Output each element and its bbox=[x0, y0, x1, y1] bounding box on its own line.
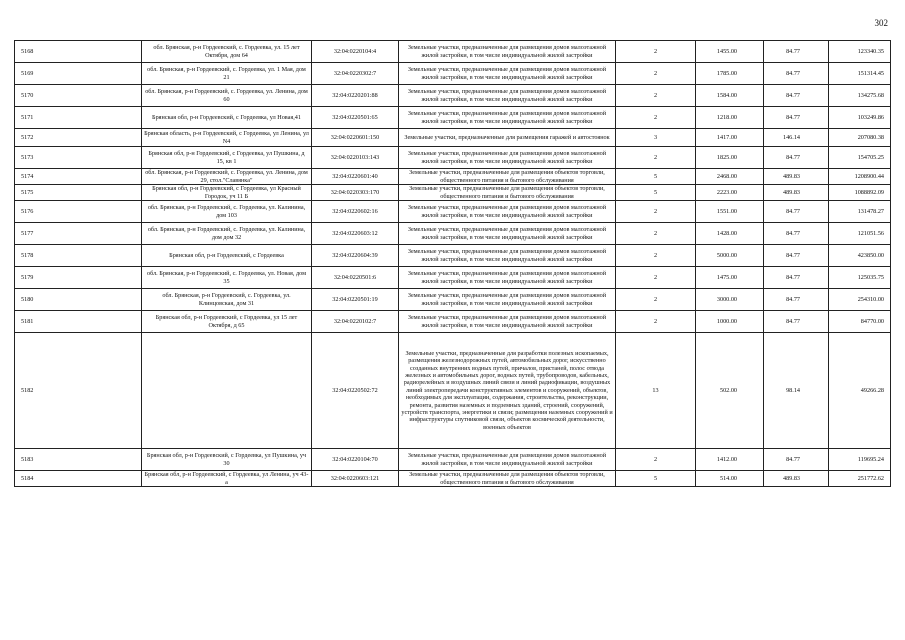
cell-group: 2 bbox=[616, 245, 696, 267]
cell-value: 154705.25 bbox=[829, 147, 891, 169]
cell-address: Брянская область, р-н Гордеевский, с Гордеевка, ул Ленина, ул N4 bbox=[142, 129, 312, 147]
cell-rate: 84.77 bbox=[764, 245, 829, 267]
table-row bbox=[15, 169, 891, 185]
cell-area: 1551.00 bbox=[696, 201, 764, 223]
table-row bbox=[15, 147, 891, 169]
cell-value: 49266.28 bbox=[829, 333, 891, 449]
cell-area: 5000.00 bbox=[696, 245, 764, 267]
cell-id: 5170 bbox=[15, 85, 142, 107]
cell-purpose: Земельные участки, предназначенные для размещения домов малоэтажной жилой застройки, в том числе индивидуальной жилой застройки bbox=[399, 107, 616, 129]
cell-purpose: Земельные участки, предназначенные для размещения домов малоэтажной жилой застройки, в том числе индивидуальной жилой застройки bbox=[399, 449, 616, 471]
cadastral-value-table bbox=[14, 40, 891, 487]
cell-purpose: Земельные участки, предназначенные для размещения домов малоэтажной жилой застройки, в том числе индивидуальной жилой застройки bbox=[399, 267, 616, 289]
cell-group: 2 bbox=[616, 201, 696, 223]
table-row bbox=[15, 85, 891, 107]
cell-area: 1825.00 bbox=[696, 147, 764, 169]
cell-rate: 84.77 bbox=[764, 449, 829, 471]
cell-id: 5176 bbox=[15, 201, 142, 223]
cell-id: 5180 bbox=[15, 289, 142, 311]
cell-cadastral: 32:04:0220302:7 bbox=[312, 63, 399, 85]
cell-address: обл. Брянская, р-н Гордеевский, с. Гордеевка, ул. Клинцовская, дом 31 bbox=[142, 289, 312, 311]
cell-id: 5179 bbox=[15, 267, 142, 289]
cell-area: 1475.00 bbox=[696, 267, 764, 289]
cell-group: 2 bbox=[616, 267, 696, 289]
cell-value: 151314.45 bbox=[829, 63, 891, 85]
table-row bbox=[15, 63, 891, 85]
cell-value: 134275.68 bbox=[829, 85, 891, 107]
cell-address bbox=[142, 333, 312, 449]
cell-rate: 84.77 bbox=[764, 311, 829, 333]
cell-group: 2 bbox=[616, 311, 696, 333]
cell-id: 5178 bbox=[15, 245, 142, 267]
cell-value: 1208900.44 bbox=[829, 169, 891, 185]
cell-rate: 84.77 bbox=[764, 147, 829, 169]
cell-rate: 146.14 bbox=[764, 129, 829, 147]
cell-cadastral: 32:04:0220104:70 bbox=[312, 449, 399, 471]
cell-cadastral: 32:04:0220303:170 bbox=[312, 185, 399, 201]
cell-area: 1584.00 bbox=[696, 85, 764, 107]
cell-cadastral: 32:04:0220601:40 bbox=[312, 169, 399, 185]
cell-address: Брянская обл, р-н Гордеевский, с Гордеевка, ул 15 лет Октября, д 65 bbox=[142, 311, 312, 333]
table-row bbox=[15, 311, 891, 333]
cell-cadastral: 32:04:0220601:150 bbox=[312, 129, 399, 147]
cell-cadastral: 32:04:0220102:7 bbox=[312, 311, 399, 333]
cell-address: обл. Брянская, р-н Гордеевский, с. Гордеевка, ул. Новая, дом 35 bbox=[142, 267, 312, 289]
table-row bbox=[15, 289, 891, 311]
cell-area: 1785.00 bbox=[696, 63, 764, 85]
cell-group: 5 bbox=[616, 169, 696, 185]
cell-cadastral: 32:04:0220103:143 bbox=[312, 147, 399, 169]
cell-group: 2 bbox=[616, 41, 696, 63]
table-row bbox=[15, 223, 891, 245]
cell-purpose: Земельные участки, предназначенные для размещения домов малоэтажной жилой застройки, в том числе индивидуальной жилой застройки bbox=[399, 85, 616, 107]
cell-value: 254310.00 bbox=[829, 289, 891, 311]
cell-purpose: Земельные участки, предназначенные для размещения объектов торговли, общественного питания и бытового обслуживания bbox=[399, 169, 616, 185]
cell-address: обл. Брянская, р-н Гордеевский, с. Гордеевка, ул. Ленина, дом 60 bbox=[142, 85, 312, 107]
cell-value: 207080.38 bbox=[829, 129, 891, 147]
cell-purpose: Земельные участки, предназначенные для размещения объектов торговли, общественного питания и бытового обслуживания bbox=[399, 185, 616, 201]
cell-group: 2 bbox=[616, 85, 696, 107]
cell-value: 103249.86 bbox=[829, 107, 891, 129]
cell-purpose: Земельные участки, предназначенные для размещения домов малоэтажной жилой застройки, в том числе индивидуальной жилой застройки bbox=[399, 201, 616, 223]
cell-address: Брянская обл, р-н Гордеевский, с Гордеевка, ул Ленина, уч 43-а bbox=[142, 471, 312, 487]
table-row bbox=[15, 41, 891, 63]
cell-group: 5 bbox=[616, 185, 696, 201]
cell-rate: 489.83 bbox=[764, 169, 829, 185]
cell-value: 251772.62 bbox=[829, 471, 891, 487]
table-row bbox=[15, 245, 891, 267]
cell-area: 1417.00 bbox=[696, 129, 764, 147]
cell-cadastral: 32:04:0220603:121 bbox=[312, 471, 399, 487]
cell-purpose: Земельные участки, предназначенные для размещения домов малоэтажной жилой застройки, в том числе индивидуальной жилой застройки bbox=[399, 311, 616, 333]
cell-area: 1455.00 bbox=[696, 41, 764, 63]
cell-rate: 84.77 bbox=[764, 41, 829, 63]
cell-group: 2 bbox=[616, 147, 696, 169]
cell-purpose: Земельные участки, предназначенные для размещения гаражей и автостоянок bbox=[399, 129, 616, 147]
table-row bbox=[15, 267, 891, 289]
cell-group: 2 bbox=[616, 449, 696, 471]
cell-id: 5174 bbox=[15, 169, 142, 185]
cell-id: 5171 bbox=[15, 107, 142, 129]
cell-purpose: Земельные участки, предназначенные для размещения домов малоэтажной жилой застройки, в том числе индивидуальной жилой застройки bbox=[399, 41, 616, 63]
cell-area: 1428.00 bbox=[696, 223, 764, 245]
table-row bbox=[15, 201, 891, 223]
cell-group: 2 bbox=[616, 223, 696, 245]
cell-address: Брянская обл, р-н Гордеевский, с Гордеевка bbox=[142, 245, 312, 267]
cell-cadastral: 32:04:0220502:72 bbox=[312, 333, 399, 449]
cell-rate: 84.77 bbox=[764, 63, 829, 85]
cell-group: 5 bbox=[616, 471, 696, 487]
cell-id: 5182 bbox=[15, 333, 142, 449]
cell-cadastral: 32:04:0220501:65 bbox=[312, 107, 399, 129]
cell-cadastral: 32:04:0220603:12 bbox=[312, 223, 399, 245]
cell-address: обл. Брянская, р-н Гордеевский, с. Гордеевка, ул. Калинина, дом 103 bbox=[142, 201, 312, 223]
cell-purpose: Земельные участки, предназначенные для размещения объектов торговли, общественного питания и бытового обслуживания bbox=[399, 471, 616, 487]
cell-cadastral: 32:04:0220604:39 bbox=[312, 245, 399, 267]
cell-group: 13 bbox=[616, 333, 696, 449]
cell-address: Брянская обл, р-н Гордеевский, с Гордеевка, ул Новая,41 bbox=[142, 107, 312, 129]
cell-purpose: Земельные участки, предназначенные для размещения домов малоэтажной жилой застройки, в том числе индивидуальной жилой застройки bbox=[399, 147, 616, 169]
cell-id: 5168 bbox=[15, 41, 142, 63]
table-row bbox=[15, 449, 891, 471]
cell-cadastral: 32:04:0220602:16 bbox=[312, 201, 399, 223]
cell-purpose: Земельные участки, предназначенные для размещения домов малоэтажной жилой застройки, в том числе индивидуальной жилой застройки bbox=[399, 63, 616, 85]
cell-rate: 84.77 bbox=[764, 85, 829, 107]
cell-rate: 84.77 bbox=[764, 107, 829, 129]
cell-id: 5181 bbox=[15, 311, 142, 333]
cell-cadastral: 32:04:0220501:19 bbox=[312, 289, 399, 311]
cell-area: 502.00 bbox=[696, 333, 764, 449]
table-row bbox=[15, 333, 891, 449]
cell-id: 5173 bbox=[15, 147, 142, 169]
cell-address: обл. Брянская, р-н Гордеевский, с. Гордеевка, ул. Калинина, дом дом 32 bbox=[142, 223, 312, 245]
cell-value: 125035.75 bbox=[829, 267, 891, 289]
cell-address: Брянская обл, р-н Гордеевский, с Гордеевка, ул Пушкина, д 15, кв 1 bbox=[142, 147, 312, 169]
cell-area: 514.00 bbox=[696, 471, 764, 487]
cell-area: 1000.00 bbox=[696, 311, 764, 333]
cell-rate: 84.77 bbox=[764, 289, 829, 311]
cell-id: 5184 bbox=[15, 471, 142, 487]
table-row bbox=[15, 185, 891, 201]
cell-cadastral: 32:04:0220104:4 bbox=[312, 41, 399, 63]
cell-value: 423850.00 bbox=[829, 245, 891, 267]
cell-group: 3 bbox=[616, 129, 696, 147]
cell-value: 123340.35 bbox=[829, 41, 891, 63]
cell-cadastral: 32:04:0220201:88 bbox=[312, 85, 399, 107]
page-number: 302 bbox=[874, 18, 888, 28]
cell-area: 1412.00 bbox=[696, 449, 764, 471]
cell-purpose: Земельные участки, предназначенные для разработки полезных ископаемых, размещения железнодорожных путей, автомобильных дорог, искусственно созданных внутренних водных путей, причалов, пристаней, полос отвода железных и автомобильных дорог, водных путей, трубопроводов, кабельных, радиорелейных и воздушных линий связи и линий радиофикации, воздушных линий электропередачи конструктивных элементов и сооружений, объектов, необходимых для эксплуатации, содержания, строительства, реконструкции, ремонта, развития наземных и подземных зданий, строений, сооружений, устройств транспорта, энергетики и связи; размещения наземных сооружений и инфраструктуры спутниковой связи, объектов космической деятельности, военных объектов bbox=[399, 333, 616, 449]
cell-rate: 84.77 bbox=[764, 201, 829, 223]
cell-address: Брянская обл, р-н Гордеевский, с Гордеевка, ул Пушкина, уч 30 bbox=[142, 449, 312, 471]
cell-area: 1218.00 bbox=[696, 107, 764, 129]
cell-rate: 84.77 bbox=[764, 223, 829, 245]
cell-area: 2468.00 bbox=[696, 169, 764, 185]
cell-id: 5177 bbox=[15, 223, 142, 245]
table-row bbox=[15, 107, 891, 129]
cell-group: 2 bbox=[616, 63, 696, 85]
cell-address: обл. Брянская, р-н Гордеевский, с. Гордеевка, ул. 15 лет Октября, дом 64 bbox=[142, 41, 312, 63]
cell-id: 5172 bbox=[15, 129, 142, 147]
cell-rate: 489.83 bbox=[764, 185, 829, 201]
cell-address: Брянская обл, р-н Гордеевский, с Гордеевка, ул Красный Городок, уч 11 Б bbox=[142, 185, 312, 201]
cell-area: 3000.00 bbox=[696, 289, 764, 311]
cell-value: 121051.56 bbox=[829, 223, 891, 245]
cell-id: 5169 bbox=[15, 63, 142, 85]
cell-value: 119695.24 bbox=[829, 449, 891, 471]
cell-address: обл. Брянская, р-н Гордеевский, с. Гордеевка, ул. Ленина, дом 29, стол."Славянка" bbox=[142, 169, 312, 185]
cell-value: 84770.00 bbox=[829, 311, 891, 333]
cell-area: 2223.00 bbox=[696, 185, 764, 201]
cell-rate: 489.83 bbox=[764, 471, 829, 487]
table-row bbox=[15, 471, 891, 487]
cell-group: 2 bbox=[616, 107, 696, 129]
cell-id: 5175 bbox=[15, 185, 142, 201]
cell-rate: 98.14 bbox=[764, 333, 829, 449]
cell-purpose: Земельные участки, предназначенные для размещения домов малоэтажной жилой застройки, в том числе индивидуальной жилой застройки bbox=[399, 289, 616, 311]
cell-purpose: Земельные участки, предназначенные для размещения домов малоэтажной жилой застройки, в том числе индивидуальной жилой застройки bbox=[399, 245, 616, 267]
cell-address: обл. Брянская, р-н Гордеевский, с. Гордеевка, ул. 1 Мая, дом 21 bbox=[142, 63, 312, 85]
cell-purpose: Земельные участки, предназначенные для размещения домов малоэтажной жилой застройки, в том числе индивидуальной жилой застройки bbox=[399, 223, 616, 245]
cell-value: 131478.27 bbox=[829, 201, 891, 223]
table-row bbox=[15, 129, 891, 147]
cell-rate: 84.77 bbox=[764, 267, 829, 289]
cell-id: 5183 bbox=[15, 449, 142, 471]
cell-cadastral: 32:04:0220501:6 bbox=[312, 267, 399, 289]
cell-group: 2 bbox=[616, 289, 696, 311]
cell-value: 1088892.09 bbox=[829, 185, 891, 201]
